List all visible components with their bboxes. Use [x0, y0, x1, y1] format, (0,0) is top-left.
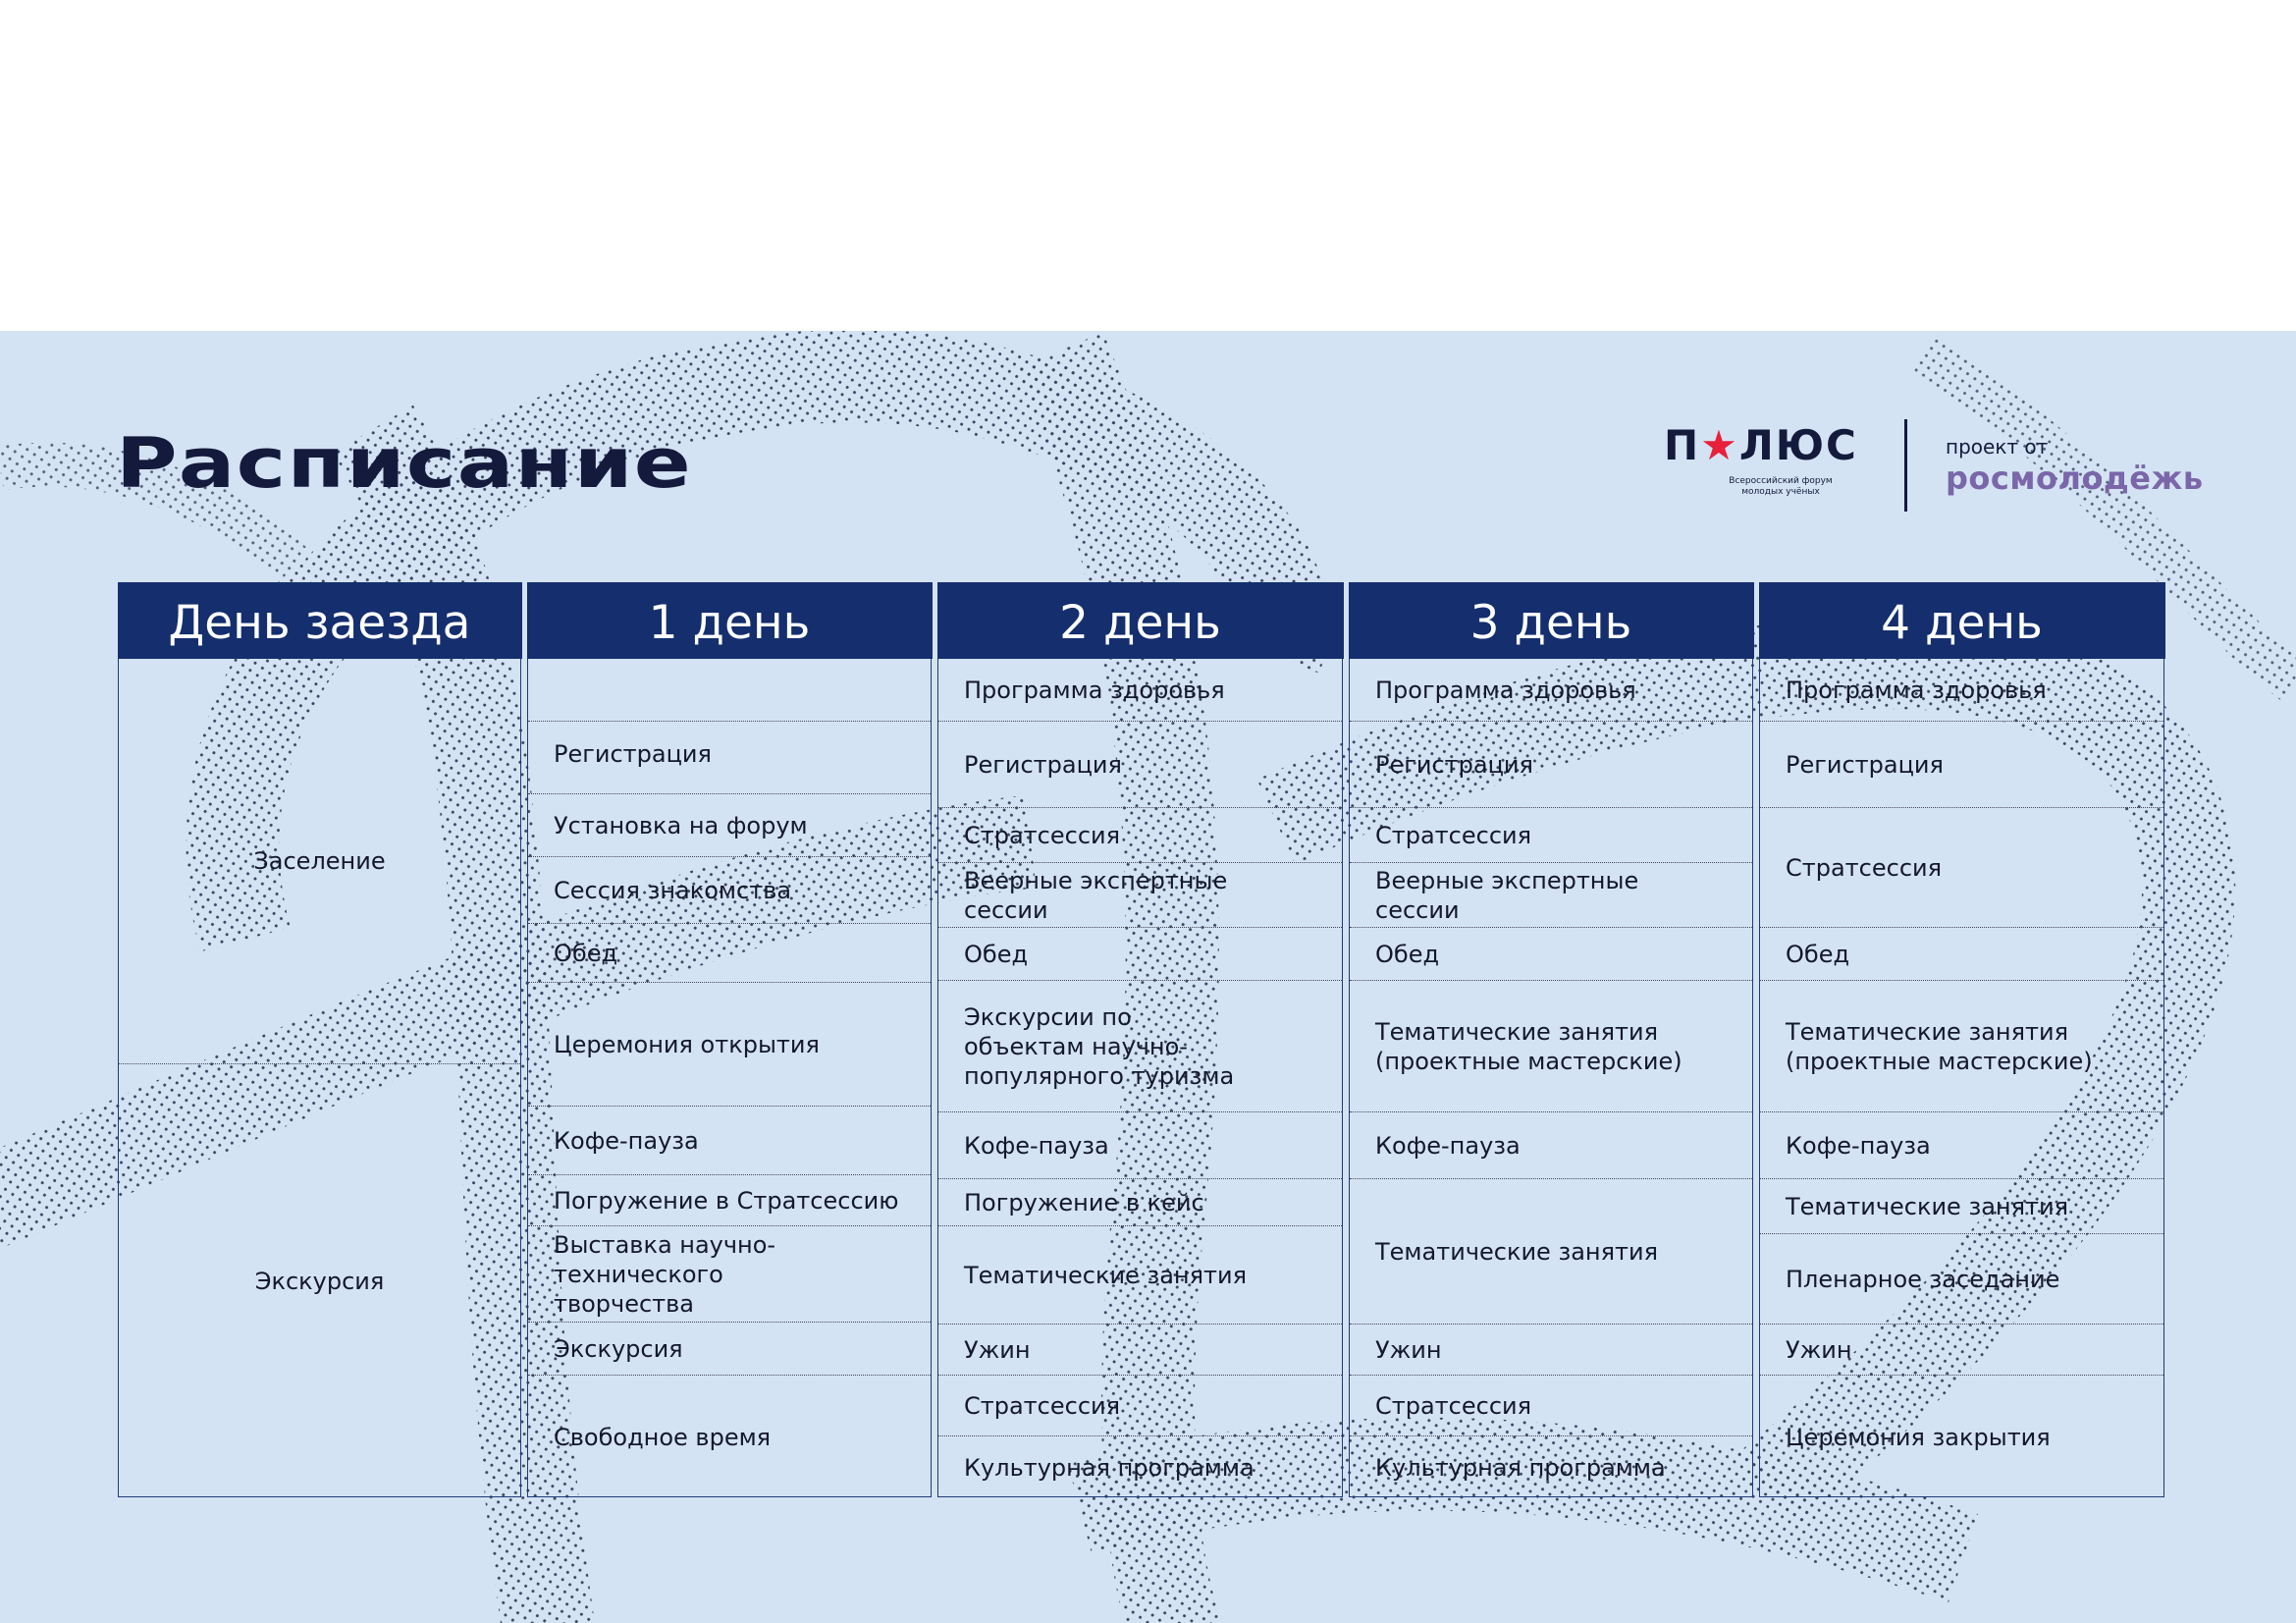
project-of-label: проект от: [1946, 435, 2049, 459]
schedule-cell: Выставка научно-технического творчества: [528, 1225, 931, 1322]
polus-logo: [1664, 421, 1870, 504]
schedule-cell: Стратсессия: [1350, 1375, 1752, 1435]
schedule-cell: Свободное время: [528, 1375, 931, 1498]
schedule-cell: Стратсессия: [938, 807, 1342, 862]
schedule-cell: Программа здоровья: [964, 676, 1225, 704]
schedule-cell: Экскурсия: [528, 1322, 931, 1375]
schedule-cell: Экскурсия: [119, 1063, 520, 1498]
polus-wordmark: П★ЛЮС: [1664, 421, 1858, 469]
schedule-cell: Ужин: [938, 1324, 1342, 1375]
schedule-cell: Кофе-пауза: [1350, 1111, 1752, 1178]
schedule-cell: Церемония открытия: [528, 982, 931, 1106]
rosmolodezh-logo: росмолодёжь: [1946, 460, 2204, 497]
schedule-cell: Кофе-пауза: [528, 1106, 931, 1174]
schedule-cell: Тематические занятия: [1350, 1178, 1752, 1324]
schedule-cell: Веерные экспертные сессии: [938, 862, 1342, 927]
schedule-cell: Обед: [938, 927, 1342, 980]
page-title: Расписание: [116, 423, 692, 504]
schedule-cell: Стратсессия: [1350, 807, 1752, 862]
schedule-cell: Экскурсии по объектам научно-популярного туризма: [938, 980, 1342, 1111]
logo-divider: [1904, 419, 1907, 512]
schedule-cell: Тематические занятия: [938, 1225, 1342, 1324]
schedule-cell: Регистрация: [528, 721, 931, 793]
column-day-3: [1349, 582, 1753, 1497]
schedule-cell: Церемония закрытия: [1760, 1375, 2163, 1498]
schedule-cell: Заселение: [253, 847, 386, 875]
schedule-cell: Регистрация: [1350, 721, 1752, 807]
star-icon: ★: [1700, 421, 1739, 469]
schedule-cell: Погружение в кейс: [938, 1178, 1342, 1225]
schedule-slide: [0, 331, 2296, 1623]
column-header: День заезда: [118, 582, 522, 659]
schedule-cell: Программа здоровья: [1786, 676, 2047, 704]
column-header: 4 день: [1759, 582, 2165, 659]
schedule-cell: Пленарное заседание: [1760, 1233, 2163, 1324]
schedule-cell: Установка на форум: [528, 793, 931, 856]
schedule-cell: Стратсессия: [938, 1375, 1342, 1435]
schedule-cell: Обед: [1760, 927, 2163, 980]
schedule-cell: Тематические занятия (проектные мастерские): [1350, 980, 1752, 1111]
schedule-cell: Регистрация: [938, 721, 1342, 807]
schedule-cell: Сессия знакомства: [528, 856, 931, 923]
logo-block: [1664, 421, 2204, 523]
column-header: 3 день: [1349, 582, 1754, 659]
schedule-cell: Веерные экспертные сессии: [1350, 862, 1752, 927]
schedule-cell: Культурная программа: [1350, 1435, 1752, 1498]
polus-tagline: Всероссийский форум молодых учёных: [1729, 476, 1833, 497]
schedule-cell: Культурная программа: [938, 1435, 1342, 1498]
schedule-cell: Кофе-пауза: [1760, 1111, 2163, 1178]
schedule-cell: Обед: [528, 923, 931, 982]
column-day-1: [527, 582, 932, 1497]
schedule-cell: Кофе-пауза: [938, 1111, 1342, 1178]
schedule-cell: Тематические занятия (проектные мастерские): [1760, 980, 2163, 1111]
column-header: 2 день: [937, 582, 1344, 659]
column-day-4: [1759, 582, 2164, 1497]
schedule-cell: Ужин: [1760, 1324, 2163, 1375]
column-header: 1 день: [527, 582, 933, 659]
schedule-cell: Программа здоровья: [1375, 676, 1636, 704]
schedule-cell: Ужин: [1350, 1324, 1752, 1375]
schedule-cell: Тематические занятия: [1760, 1178, 2163, 1233]
column-day-2: [937, 582, 1343, 1497]
column-arrival-day: [118, 582, 521, 1497]
schedule-cell: Погружение в Стратсессию: [528, 1174, 931, 1225]
schedule-cell: Обед: [1350, 927, 1752, 980]
schedule-cell: Стратсессия: [1760, 807, 2163, 927]
schedule-cell: Регистрация: [1760, 721, 2163, 807]
schedule-cell: [528, 659, 931, 721]
